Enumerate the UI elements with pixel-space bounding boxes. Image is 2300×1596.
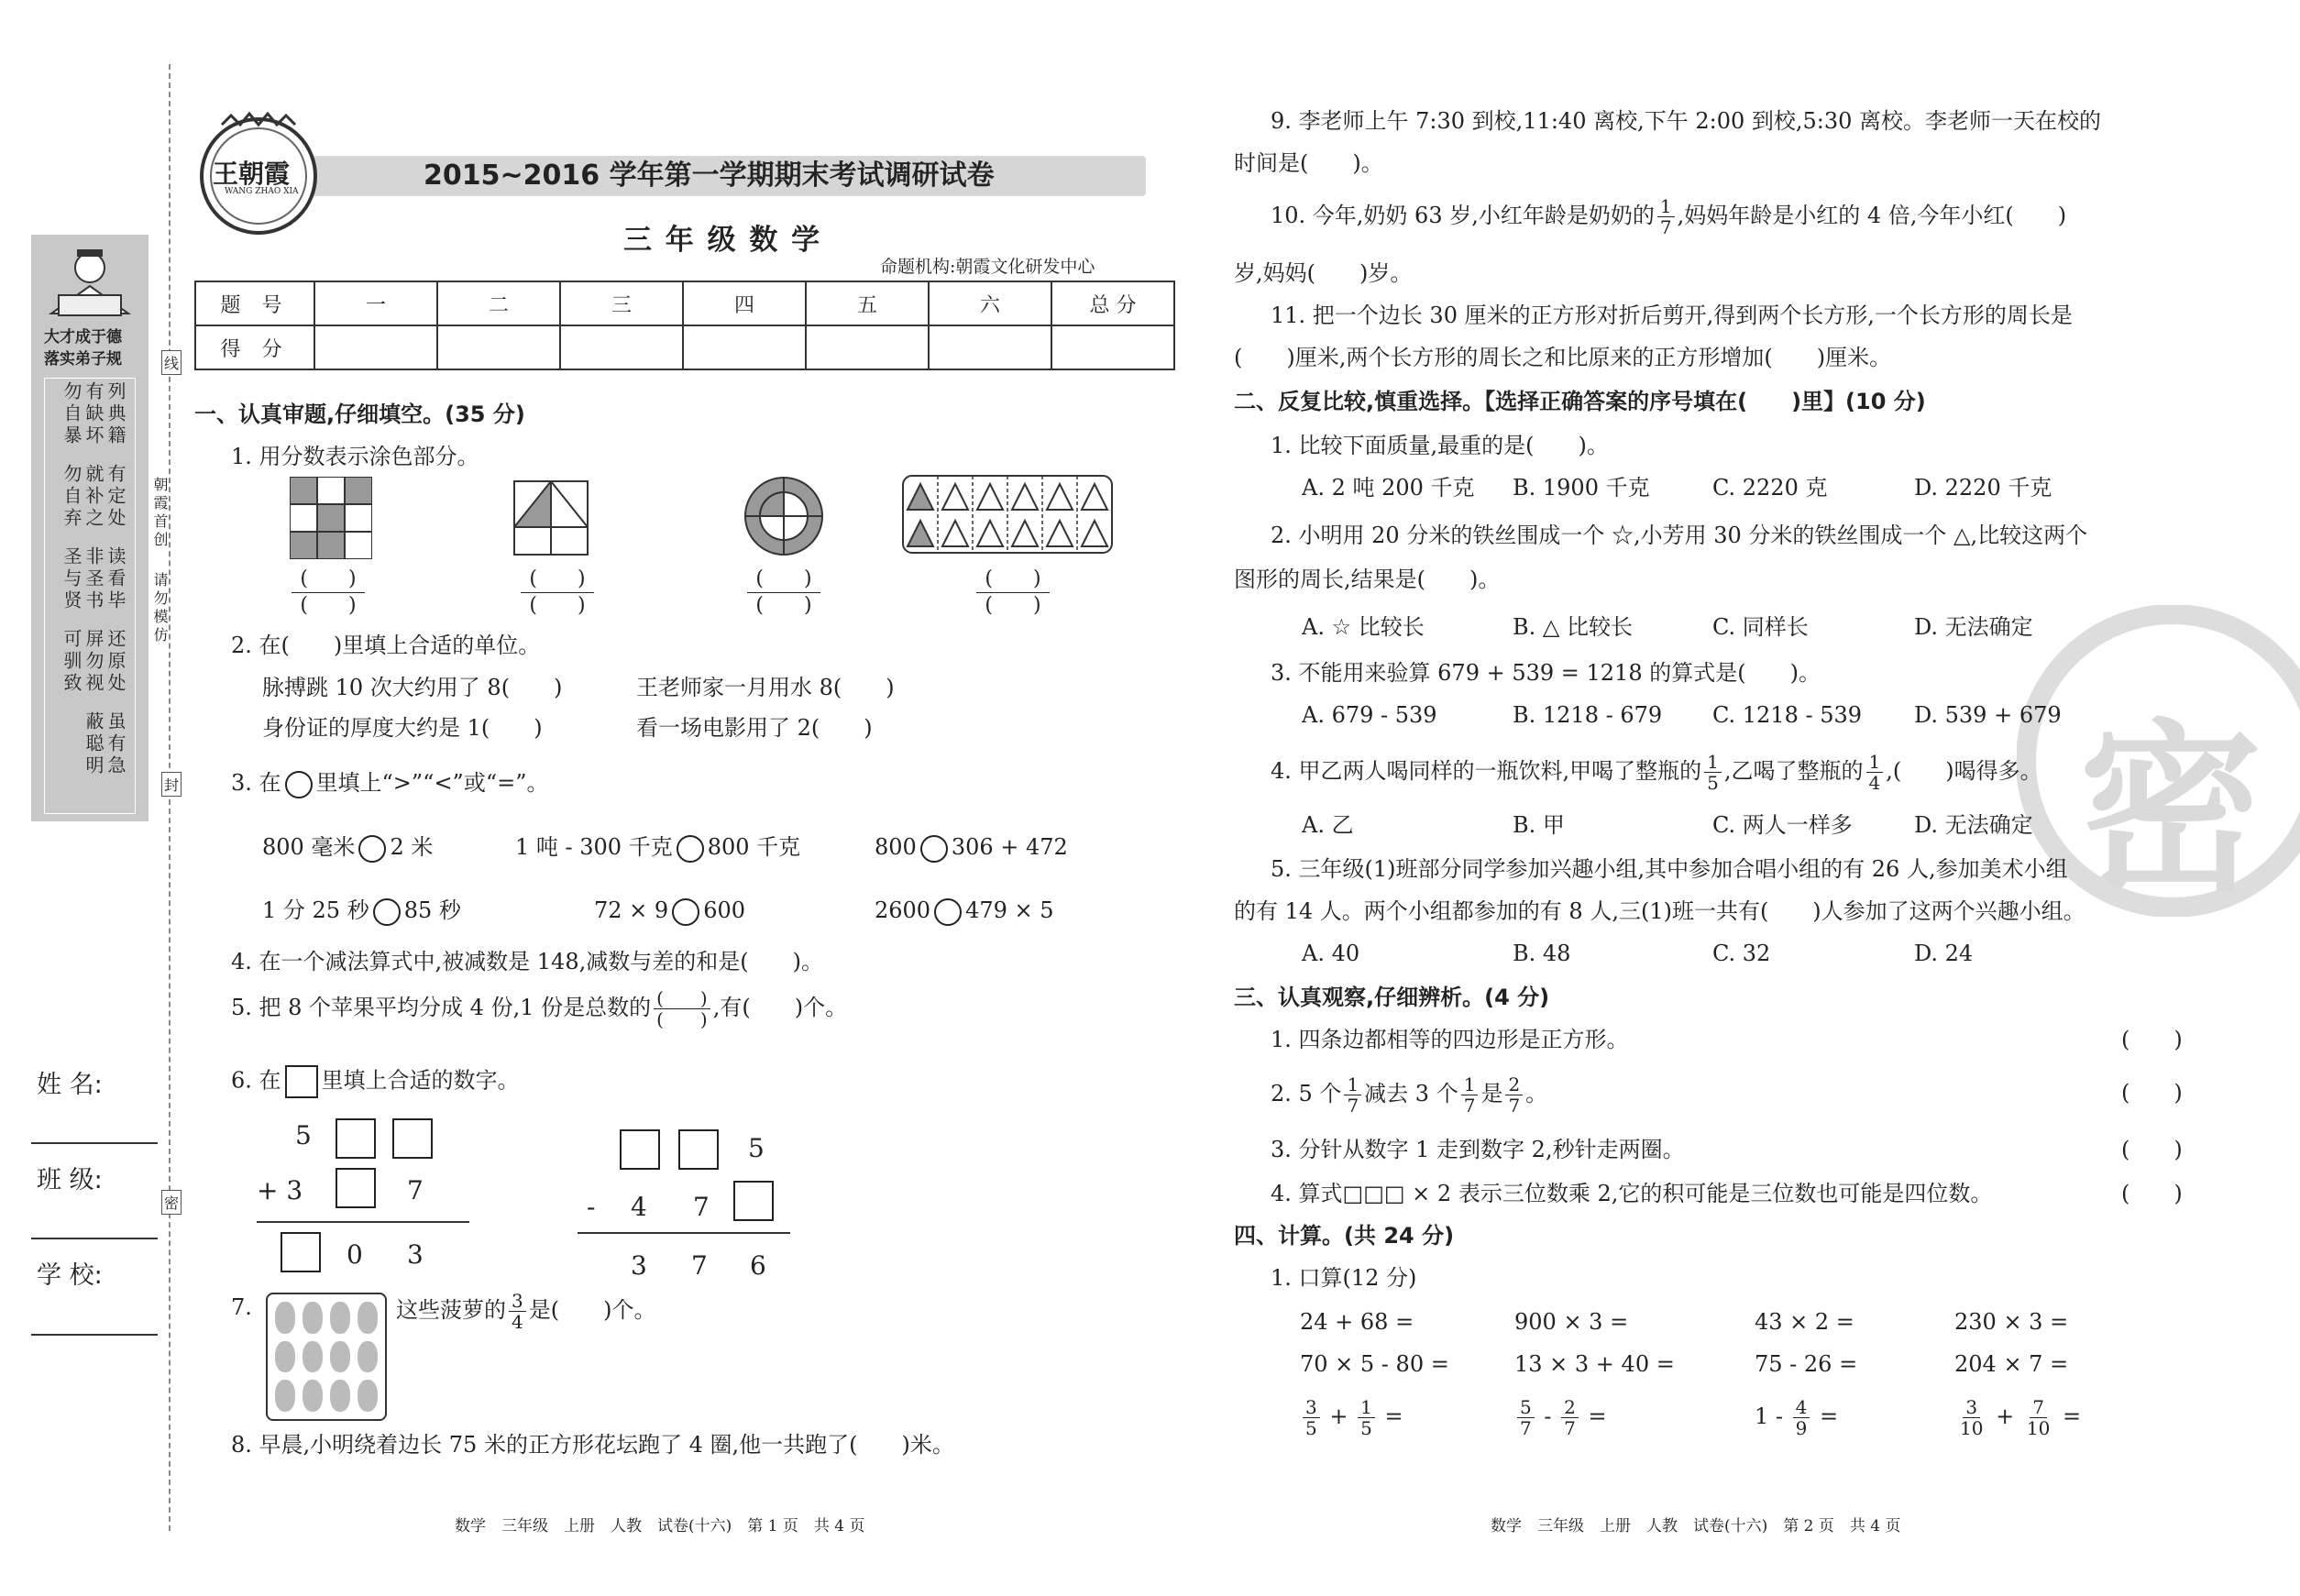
calc-item: 230 × 3 =: [1954, 1309, 2069, 1335]
s2q5-line2: 的有 14 人。两个小组都参加的有 8 人,三(1)班一共有( )人参加了这两个兴趣小组。: [1234, 898, 2085, 924]
q2-item: 王老师家一月用水 8( ): [636, 675, 895, 700]
fraction: $\frac{3}{10}$: [1960, 1396, 1984, 1439]
answer-fraction-4[interactable]: ( ) ( ): [976, 567, 1050, 619]
triangles-figure: [902, 475, 1113, 554]
sub-digit: 7: [691, 1250, 708, 1281]
calc-fraction-item: 1 - $\frac{4}{9}$ =: [1755, 1396, 1839, 1439]
sidebar-col: 还原处: [105, 629, 127, 695]
sidebar-col: 勿自弃: [61, 464, 83, 530]
q6-text: 6. 在 里填上合适的数字。: [231, 1065, 520, 1098]
digit-box[interactable]: [733, 1181, 774, 1221]
score-cell[interactable]: [806, 325, 929, 369]
q7-text: 这些菠萝的 $\frac{3}{4}$ 是( )个。: [396, 1290, 656, 1333]
field-name-line[interactable]: [31, 1142, 158, 1144]
fraction: $\frac{1}{7}$: [1344, 1074, 1361, 1116]
option[interactable]: C. 两人一样多: [1712, 812, 1853, 838]
compare-circle[interactable]: [920, 835, 948, 863]
compare-item: 2600 479 × 5: [875, 896, 1054, 926]
compare-circle[interactable]: [677, 835, 704, 863]
secret-stamp-char: 密: [2079, 702, 2263, 918]
compare-circle[interactable]: [934, 898, 962, 926]
q5-fraction-blank[interactable]: $\frac{( )}{( )}$: [654, 988, 710, 1029]
s3q2-text: 2. 5 个 $\frac{1}{7}$ 减去 3 个 $\frac{1}{7}$ 是 $\frac{2}{7}$ 。: [1271, 1073, 1548, 1117]
scholar-illustration: [31, 240, 149, 323]
sidebar-col: 圣与贤: [61, 546, 83, 612]
digit-box[interactable]: [678, 1129, 719, 1170]
logo-text: 王朝霞: [213, 159, 291, 189]
option[interactable]: A. 2 吨 200 千克: [1302, 475, 1475, 501]
pineapple-icon: [303, 1380, 323, 1412]
logo-subtext: WANG ZHAO XIA: [225, 187, 299, 196]
sidebar-col: 有缺坏: [83, 381, 105, 447]
pineapple-icon: [358, 1380, 378, 1412]
fraction: $\frac{1}{7}$: [1461, 1074, 1479, 1116]
add-operator: + 3: [257, 1175, 303, 1205]
digit-box[interactable]: [620, 1129, 660, 1170]
sidebar-col: 有定处: [105, 464, 127, 530]
score-col: 三: [560, 281, 683, 325]
pineapple-icon: [303, 1341, 323, 1373]
footer-left: 数学 三年级 上册 人教 试卷(十六) 第 1 页 共 4 页: [455, 1517, 865, 1535]
pineapple-icon: [275, 1380, 295, 1412]
section1-heading: 一、认真审题,仔细填空。(35 分): [194, 402, 525, 427]
q10-line2: 岁,妈妈( )岁。: [1234, 260, 1413, 286]
answer-fraction-3[interactable]: ( ) ( ): [747, 567, 820, 619]
sidebar-col: 虽有急: [105, 711, 127, 777]
sidebar-col: 可驯致: [61, 629, 83, 695]
compare-circle[interactable]: [358, 835, 386, 863]
option[interactable]: C. 1218 - 539: [1712, 702, 1863, 728]
s2q3-text: 3. 不能用来验算 679 + 539 = 1218 的算式是( )。: [1271, 660, 1821, 686]
option[interactable]: C. 2220 克: [1712, 475, 1828, 501]
q3-text: 3. 在 里填上“>”“<”或“=”。: [231, 768, 548, 798]
fraction: $\frac{1}{7}$: [1657, 196, 1675, 237]
side-vertical-note-2: 请勿模仿: [151, 572, 169, 645]
exam-title: 2015~2016 学年第一学期期末考试调研试卷: [424, 160, 995, 192]
digit-box[interactable]: [281, 1232, 321, 1272]
sub-digit: 6: [750, 1250, 766, 1281]
subject-title: 三 年 级 数 学: [623, 224, 822, 257]
compare-item: 1 吨 - 300 千克 800 千克: [515, 832, 800, 863]
calc-fraction-item: $\frac{3}{5}$ + $\frac{1}{5}$ =: [1300, 1397, 1403, 1438]
score-col: 总 分: [1051, 281, 1174, 325]
option[interactable]: B. 1900 千克: [1513, 475, 1650, 501]
option[interactable]: D. 24: [1914, 941, 1974, 966]
judge-blank[interactable]: ( ): [2121, 1080, 2183, 1106]
q2-item: 看一场电影用了 2( ): [636, 715, 873, 741]
sidebar-col: 非圣书: [83, 546, 105, 612]
judge-blank[interactable]: ( ): [2121, 1137, 2183, 1162]
option[interactable]: D. 539 + 679: [1914, 702, 2062, 728]
q2-item: 脉搏跳 10 次大约用了 8( ): [262, 675, 563, 700]
sidebar-col: 列典籍: [105, 381, 127, 447]
footer-right: 数学 三年级 上册 人教 试卷(十六) 第 2 页 共 4 页: [1491, 1517, 1901, 1535]
s2q5-line1: 5. 三年级(1)班部分同学参加兴趣小组,其中参加合唱小组的有 26 人,参加美术小组: [1271, 856, 2068, 882]
judge-blank[interactable]: ( ): [2121, 1181, 2183, 1206]
score-col: 二: [437, 281, 560, 325]
section4-heading: 四、计算。(共 24 分): [1234, 1223, 1455, 1249]
fraction: $\frac{3}{5}$: [1303, 1397, 1320, 1438]
pineapple-picture: [266, 1293, 387, 1421]
square-triangle-figure: [513, 480, 589, 556]
sub-digit: 5: [748, 1133, 765, 1163]
binding-line: [169, 64, 171, 1531]
s4q1-text: 1. 口算(12 分): [1271, 1265, 1417, 1291]
compare-item: 800 306 + 472: [875, 832, 1068, 863]
option[interactable]: A. 40: [1302, 941, 1360, 966]
q8-text: 8. 早晨,小明绕着边长 75 米的正方形花坛跑了 4 圈,他一共跑了( )米。: [231, 1432, 954, 1458]
option[interactable]: D. 2220 千克: [1914, 475, 2052, 501]
q5-text: 5. 把 8 个苹果平均分成 4 份,1 份是总数的 $\frac{( )}{( )}$ ,有( )个。: [231, 987, 848, 1030]
score-col: 五: [806, 281, 929, 325]
ring-figure: [743, 475, 825, 557]
digit-box[interactable]: [336, 1118, 376, 1159]
fraction: $\frac{2}{7}$: [1505, 1074, 1523, 1116]
section3-heading: 三、认真观察,仔细辨析。(4 分): [1234, 985, 1550, 1010]
pineapple-icon: [303, 1302, 323, 1334]
pineapple-icon: [358, 1341, 378, 1373]
field-school-line[interactable]: [31, 1334, 158, 1336]
q1-text: 1. 用分数表示涂色部分。: [231, 444, 479, 469]
section2-heading: 二、反复比较,慎重选择。【选择正确答案的序号填在( )里】(10 分): [1234, 389, 1926, 414]
score-cell[interactable]: [683, 325, 806, 369]
calc-item: 43 × 2 =: [1755, 1309, 1854, 1335]
add-digit: 5: [295, 1120, 312, 1150]
digit-box[interactable]: [392, 1118, 433, 1159]
sub-digit: 7: [693, 1192, 710, 1222]
sub-rule: [578, 1232, 790, 1234]
judge-blank[interactable]: ( ): [2121, 1027, 2183, 1052]
calc-item: 24 + 68 =: [1300, 1309, 1414, 1335]
grid-figure: [290, 477, 372, 559]
option[interactable]: A. ☆ 比较长: [1302, 614, 1425, 640]
option[interactable]: B. 48: [1513, 941, 1571, 966]
score-row-label: 得 分: [195, 325, 314, 369]
score-col-label: 题 号: [195, 281, 314, 325]
score-col: 一: [314, 281, 437, 325]
answer-fraction-2[interactable]: ( ) ( ): [521, 567, 594, 619]
compare-item: 72 × 9 600: [594, 896, 745, 926]
sub-digit: 4: [631, 1192, 647, 1222]
q11-line1: 11. 把一个边长 30 厘米的正方形对折后剪开,得到两个长方形,一个长方形的周长是: [1271, 303, 2073, 328]
fraction: $\frac{4}{9}$: [1793, 1397, 1810, 1438]
s2q1-text: 1. 比较下面质量,最重的是( )。: [1271, 433, 1609, 458]
pineapple-icon: [358, 1302, 378, 1334]
pineapple-icon: [275, 1341, 295, 1373]
add-rule: [257, 1221, 469, 1223]
compare-circle[interactable]: [373, 898, 401, 926]
score-cell[interactable]: [929, 325, 1051, 369]
add-digit: 3: [407, 1239, 424, 1270]
pineapple-icon: [330, 1341, 350, 1373]
field-class-line[interactable]: [31, 1238, 158, 1239]
option[interactable]: C. 同样长: [1712, 614, 1809, 640]
calc-fraction-item: $\frac{3}{10}$ + $\frac{7}{10}$ =: [1954, 1397, 2081, 1438]
sidebar-col: 就补之: [83, 464, 105, 530]
author-org: 命题机构:朝霞文化研发中心: [880, 257, 1095, 277]
s3q1-text: 1. 四条边都相等的四边形是正方形。: [1271, 1027, 1629, 1052]
calc-item: 13 × 3 + 40 =: [1514, 1351, 1675, 1377]
q9-line1: 9. 李老师上午 7:30 到校,11:40 离校,下午 2:00 到校,5:30 离校。李老师一天在校的: [1271, 108, 2102, 134]
option[interactable]: C. 32: [1712, 941, 1771, 966]
fraction: $\frac{1}{5}$: [1358, 1397, 1375, 1438]
score-cell[interactable]: [1051, 325, 1174, 369]
score-cell[interactable]: [437, 325, 560, 369]
compare-item: 1 分 25 秒 85 秒: [262, 896, 461, 926]
s3q4-text: 4. 算式□□□ × 2 表示三位数乘 2,它的积可能是三位数也可能是四位数。: [1271, 1181, 1993, 1206]
sidebar-col: 屏勿视: [83, 629, 105, 695]
sidebar-motto-2: 落实弟子规: [44, 350, 122, 369]
score-col: 六: [929, 281, 1051, 325]
field-class-label: 班 级:: [37, 1166, 103, 1194]
q4-text: 4. 在一个减法算式中,被减数是 148,减数与差的和是( )。: [231, 949, 823, 974]
digit-box[interactable]: [336, 1168, 376, 1208]
q10-line1: 10. 今年,奶奶 63 岁,小红年龄是奶奶的 $\frac{1}{7}$ ,妈妈年龄是小红的 4 倍,今年小红( ): [1271, 195, 2067, 238]
q2-text: 2. 在( )里填上合适的单位。: [231, 633, 541, 658]
sidebar-col: 勿自暴: [61, 381, 83, 447]
fraction: $\frac{3}{4}$: [509, 1291, 526, 1332]
option[interactable]: B. △ 比较长: [1513, 614, 1633, 640]
field-school-label: 学 校:: [37, 1261, 103, 1290]
option[interactable]: A. 乙: [1302, 812, 1354, 838]
q9-line2: 时间是( )。: [1234, 150, 1383, 176]
pineapple-icon: [330, 1302, 350, 1334]
compare-circle-icon: [285, 771, 313, 798]
pineapple-icon: [330, 1380, 350, 1412]
score-cell[interactable]: [560, 325, 683, 369]
option[interactable]: A. 679 - 539: [1302, 702, 1437, 728]
sub-digit: 3: [631, 1250, 647, 1281]
add-digit: 7: [407, 1175, 424, 1205]
fraction: $\frac{1}{5}$: [1704, 752, 1722, 793]
score-col: 四: [683, 281, 806, 325]
field-name-label: 姓 名:: [37, 1071, 103, 1099]
fraction: $\frac{5}{7}$: [1517, 1397, 1535, 1438]
answer-fraction-1[interactable]: ( ) ( ): [292, 567, 365, 619]
fraction: $\frac{7}{10}$: [2026, 1396, 2051, 1439]
cut-mark-3: 密: [161, 1190, 182, 1215]
option[interactable]: D. 无法确定: [1914, 812, 2033, 838]
sidebar-col: 读看毕: [105, 546, 127, 612]
option[interactable]: B. 1218 - 679: [1513, 702, 1663, 728]
s2q4-text: 4. 甲乙两人喝同样的一瓶饮料,甲喝了整瓶的 $\frac{1}{5}$ ,乙喝了整瓶的 $\frac{1}{4}$ ,( )喝得多。: [1271, 751, 2042, 794]
cut-mark-2: 封: [161, 772, 182, 797]
option[interactable]: B. 甲: [1513, 812, 1565, 838]
score-cell[interactable]: [314, 325, 437, 369]
calc-item: 204 × 7 =: [1954, 1351, 2069, 1377]
q2-item: 身份证的厚度大约是 1( ): [262, 715, 543, 741]
calc-item: 75 - 26 =: [1755, 1351, 1858, 1377]
sidebar-col: 蔽聪明: [83, 711, 105, 777]
add-digit: 0: [347, 1239, 363, 1270]
q7-number: 7.: [231, 1294, 252, 1320]
s2q2-line2: 图形的周长,结果是( )。: [1234, 567, 1501, 592]
compare-circle[interactable]: [672, 898, 699, 926]
fraction: $\frac{2}{7}$: [1561, 1397, 1579, 1438]
box-icon: [285, 1065, 318, 1098]
calc-item: 900 × 3 =: [1514, 1309, 1629, 1335]
cut-mark-1: 线: [161, 350, 182, 375]
sidebar-motto-1: 大才成于德: [44, 328, 122, 347]
compare-item: 800 毫米 2 米: [262, 832, 433, 863]
sidebar-panel: [31, 235, 149, 821]
s3q3-text: 3. 分针从数字 1 走到数字 2,秒针走两圈。: [1271, 1137, 1685, 1162]
q11-line2: ( )厘米,两个长方形的周长之和比原来的正方形增加( )厘米。: [1234, 345, 1892, 370]
calc-item: 70 × 5 - 80 =: [1300, 1351, 1449, 1377]
option[interactable]: D. 无法确定: [1914, 614, 2033, 640]
score-table: [194, 281, 1175, 370]
side-vertical-note-1: 朝霞首创: [151, 477, 169, 550]
pineapple-icon: [275, 1302, 295, 1334]
fraction: $\frac{1}{4}$: [1866, 752, 1884, 793]
calc-fraction-item: $\frac{5}{7}$ - $\frac{2}{7}$ =: [1514, 1397, 1607, 1438]
s2q2-line1: 2. 小明用 20 分米的铁丝围成一个 ☆,小芳用 30 分米的铁丝围成一个 △,比较这两个: [1271, 523, 2088, 548]
sub-operator: -: [587, 1192, 596, 1222]
